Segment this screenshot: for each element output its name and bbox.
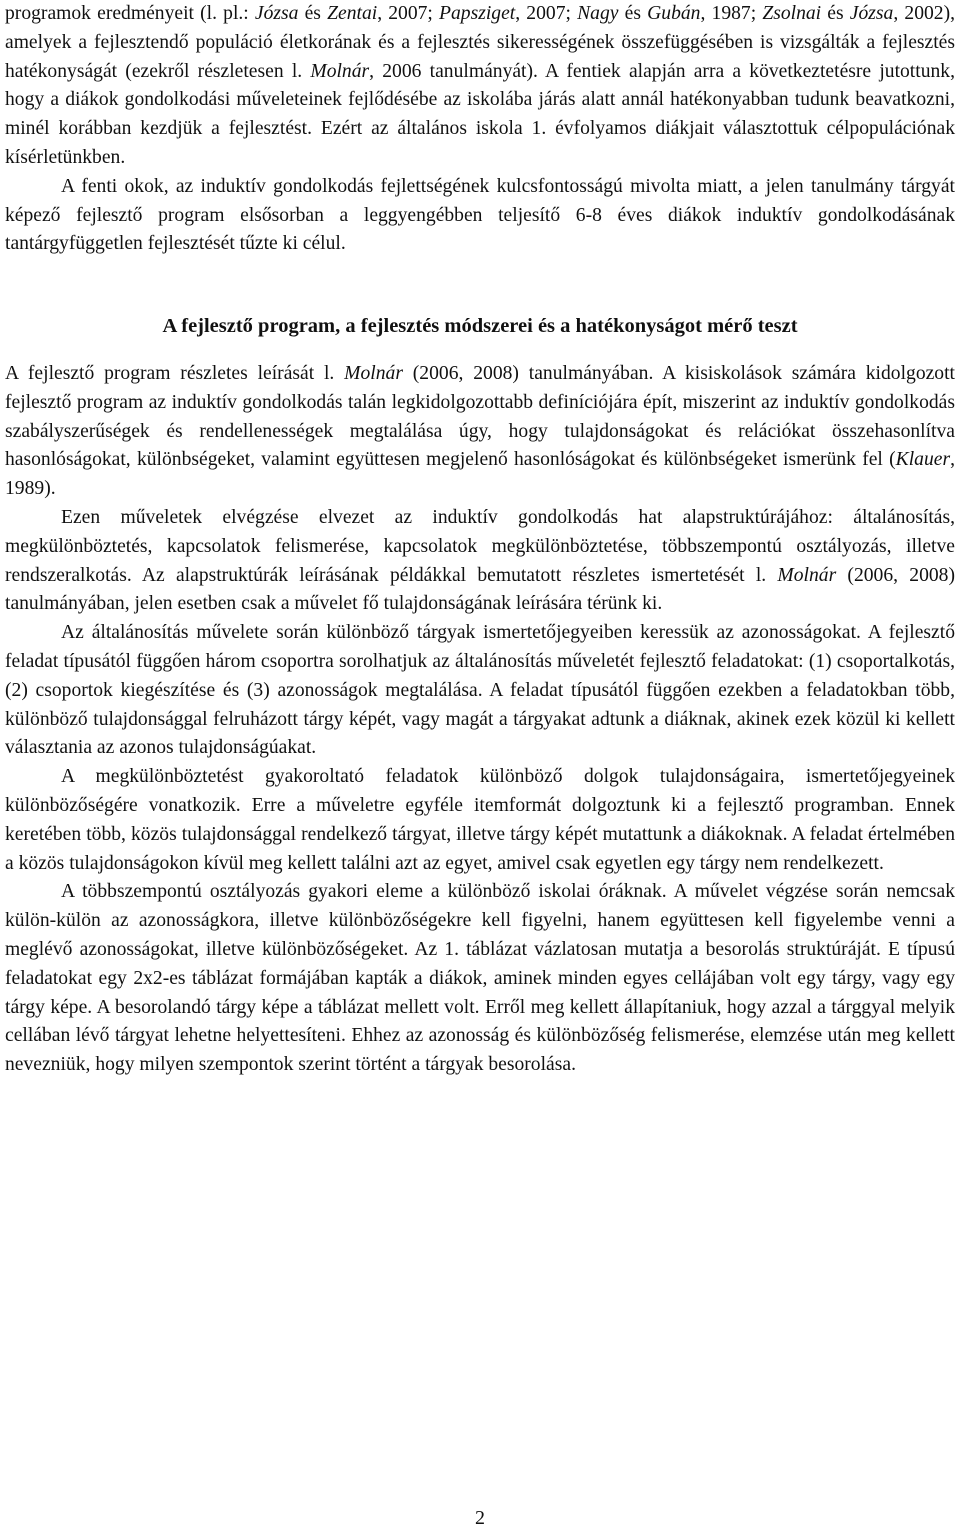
- author-citation: Molnár: [310, 60, 370, 82]
- text-run: , 2002), amelyek a fejlesztendő populáció életkorának és a fejlesztés sikerességének összefüggésében is vizsgálták a fejlesztés hatékonyságát (ezekről részletesen l.: [5, 3, 956, 82]
- paragraph-3: [5, 360, 955, 504]
- author-citation: Józsa: [849, 3, 894, 24]
- text-run: programok eredményeit (l. pl.:: [5, 3, 255, 24]
- paragraph-2: A fenti okok, az induktív gondolkodás fejlettségének kulcsfontosságú mivolta miatt, a jelen tanulmány tárgyát képező fejlesztő program elsősorban a leggyengébben teljesítő 6-8 éves diákok induktív gondolkodásának tantárgyfüggetlen fejlesztését tűzte ki célul.: [5, 175, 955, 255]
- text-run: (2006, 2008) tanulmányában. A kisiskolások számára kidolgozott fejlesztő program az induktív gondolkodás talán legkidolgozottabb definíciójára épít, miszerint az induktív gondolkodás szabályszerűségek és rendellenességek megtalálása úgy, hogy tulajdonságokat és relációkat összehasonlítva hasonlóságokat, különbségeket, valamint együttesen megjelenő hasonlóságokat és különbségeket ismerünk fel (: [5, 362, 955, 471]
- paragraph-4: [5, 504, 955, 619]
- author-citation: Klauer: [895, 449, 951, 471]
- text-run: és: [298, 3, 328, 24]
- text-run: (2006, 2008) tanulmányában, jelen esetben csak a művelet fő tulajdonságának leírására térünk ki.: [5, 564, 955, 615]
- text-run: , 1987;: [700, 3, 763, 24]
- text-run: , 1989).: [5, 449, 955, 500]
- text-run: , 2007;: [515, 3, 578, 24]
- paragraph-6: A megkülönböztetést gyakoroltató feladatok különböző dolgok tulajdonságaira, ismertetőjegyeinek különbözőségére vonatkozik. Erre a műveletre egyféle itemformát dolgoztunk ki a fejlesztő programban. Ennek keretében több, közös tulajdonsággal rendelkező tárgyat, illetve tárgy képét mutattunk a diákoknak. A feladat értelmében a közös tulajdonságokon kívül meg kellett találni azt az egyet, amivel csak egyetlen egy tárgy nem rendelkezett.: [5, 766, 955, 874]
- author-citation: Molnár: [344, 362, 403, 384]
- author-citation: Gubán: [647, 3, 701, 24]
- section-heading: A fejlesztő program, a fejlesztés módszerei és a hatékonyságot mérő teszt: [162, 315, 798, 338]
- text-run: Ezen műveletek elvégzése elvezet az induktív gondolkodás hat alapstruktúrájához: általánosítás, megkülönböztetés, kapcsolatok felismerése, kapcsolatok megkülönböztetése, többszempontú osztályozás, illetve rendszeralkotás. Az alapstruktúrák leírásának példákkal bemutatott részletes ismertetését l.: [5, 506, 955, 586]
- text-run: A fejlesztő program részletes leírását l.: [5, 362, 345, 384]
- paragraph-1: [5, 0, 955, 173]
- author-citation: Nagy: [577, 3, 619, 24]
- document-page: [5, 0, 955, 1080]
- author-citation: Zentai: [327, 3, 378, 24]
- author-citation: Zsolnai: [762, 3, 822, 24]
- paragraph-5: Az általánosítás művelete során különböző tárgyak ismertetőjegyeiben keressük az azonosságokat. A fejlesztő feladat típusától függően három csoportra sorolhatjuk az általánosítás műveletét fejlesztő feladatokat: (1) csoportalkotás, (2) csoportok kiegészítése és (3) azonosságok megtalálása. A feladat típusától függően ezekben a feladatokban több, különböző tulajdonsággal felruházott tárgy képét, vagy magát a tárgyakat adtunk a diáknak, akinek ezek közül ki kellett választania az azonos tulajdonságúakat.: [5, 622, 955, 759]
- text-run: és: [618, 3, 648, 24]
- author-citation: Papsziget: [439, 3, 516, 24]
- author-citation: Molnár: [777, 564, 837, 586]
- text-run: és: [821, 3, 850, 24]
- author-citation: Józsa: [254, 3, 299, 24]
- page-number: 2: [475, 1507, 485, 1529]
- text-run: , 2007;: [377, 3, 440, 24]
- paragraph-7: A többszempontú osztályozás gyakori eleme a különböző iskolai óráknak. A művelet végzése során nemcsak külön-külön az azonosságkora, illetve különbözőségekre kell figyelni, hanem együttesen kell figyelembe venni a meglévő azonosságokat, illetve különbözőségeket. Az 1. táblázat vázlatosan mutatja a besorolás struktúráját. E típusú feladatokat egy 2x2-es táblázat formájában kapták a diákok, aminek minden egyes cellájában volt egy tárgy, vagy egy tárgy képe. A besorolandó tárgy képe a táblázat mellett volt. Erről meg kellett állapítaniuk, hogy azzal a tárggyal melyik cellában lévő tárgyat lehetne helyettesíteni. Ehhez az azonosság és különbözőség felismerése, elemzése után meg kellett nevezniük, hogy milyen szempontok szerint történt a tárgyak besorolása.: [5, 881, 955, 1076]
- text-run: , 2006 tanulmányát). A fentiek alapján arra a következtetésre jutottunk, hogy a diákok gondolkodási műveleteinek fejlődésébe az iskolába járás alatt annál hatékonyabban tudunk beavatkozni, minél korábban kezdjük a fejlesztést. Ezért az általános iskola 1. évfolyamos diákjait választottuk célpopulációnak kísérletünkben.: [5, 60, 955, 168]
